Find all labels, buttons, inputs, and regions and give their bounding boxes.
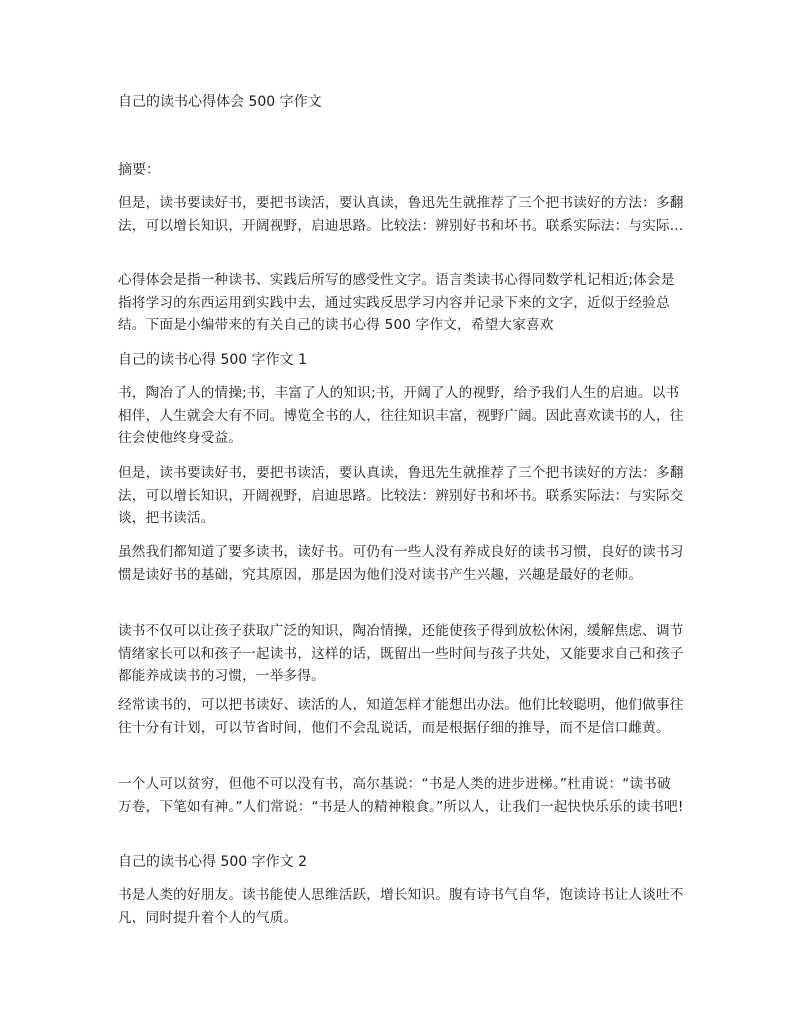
abstract-text: 但是，读书要读好书，要把书读活，要认真读，鲁迅先生就推荐了三个把书读好的方法：多翻法，可以增长知识，开阔视野，启迪思路。比较法：辨别好书和坏书。联系实际法：与实际... xyxy=(118,195,684,234)
section1-paragraph-4: 读书不仅可以让孩子获取广泛的知识，陶冶情操，还能使孩子得到放松休闲，缓解焦虑、调节情绪家长可以和孩子一起读书，这样的话，既留出一些时间与孩子共处，又能要求自己和孩子都能养成读书的习惯，一举多得。 xyxy=(118,623,684,684)
document-title: 自己的读书心得体会 500 字作文 xyxy=(118,94,322,110)
section2-heading: 自己的读书心得 500 字作文 2 xyxy=(118,854,307,870)
section1-paragraph-2: 但是，读书要读好书，要把书读活，要认真读，鲁迅先生就推荐了三个把书读好的方法：多翻法，可以增长知识，开阔视野，启迪思路。比较法：辨别好书和坏书。联系实际法：与实际交谈，把书读活。 xyxy=(118,465,684,526)
abstract-label: 摘要： xyxy=(118,162,160,178)
section1-paragraph-6: 一个人可以贫穷，但他不可以没有书，高尔基说：“书是人类的进步进梯。”杜甫说：“读书破万卷，下笔如有神。”人们常说：“书是人的精神粮食。”所以人，让我们一起快快乐乐的读书吧! xyxy=(118,776,684,815)
section1-paragraph-5: 经常读书的，可以把书读好、读活的人，知道怎样才能想出办法。他们比较聪明，他们做事往往十分有计划，可以节省时间，他们不会乱说话，而是根据仔细的推导，而不是信口雌黄。 xyxy=(118,697,684,736)
section1-paragraph-1: 书，陶冶了人的情操;书，丰富了人的知识;书，开阔了人的视野，给予我们人生的启迪。以书相伴，人生就会大有不同。博览全书的人，往往知识丰富，视野广阔。因此喜欢读书的人，往往会使他终身受益。 xyxy=(118,385,684,446)
intro-paragraph: 心得体会是指一种读书、实践后所写的感受性文字。语言类读书心得同数学札记相近;体会是指将学习的东西运用到实践中去，通过实践反思学习内容并记录下来的文字，近似于经验总结。下面是小编带来的有关自己的读书心得 500 字作文，希望大家喜欢 xyxy=(118,272,675,333)
section1-heading: 自己的读书心得 500 字作文 1 xyxy=(118,352,307,368)
section1-paragraph-3: 虽然我们都知道了要多读书，读好书。可仍有一些人没有养成良好的读书习惯，良好的读书习惯是读好书的基础，究其原因，那是因为他们没对读书产生兴趣，兴趣是最好的老师。 xyxy=(118,544,684,583)
section2-paragraph-1: 书是人类的好朋友。读书能使人思维活跃，增长知识。腹有诗书气自华，饱读诗书让人谈吐不凡，同时提升着个人的气质。 xyxy=(118,887,684,926)
